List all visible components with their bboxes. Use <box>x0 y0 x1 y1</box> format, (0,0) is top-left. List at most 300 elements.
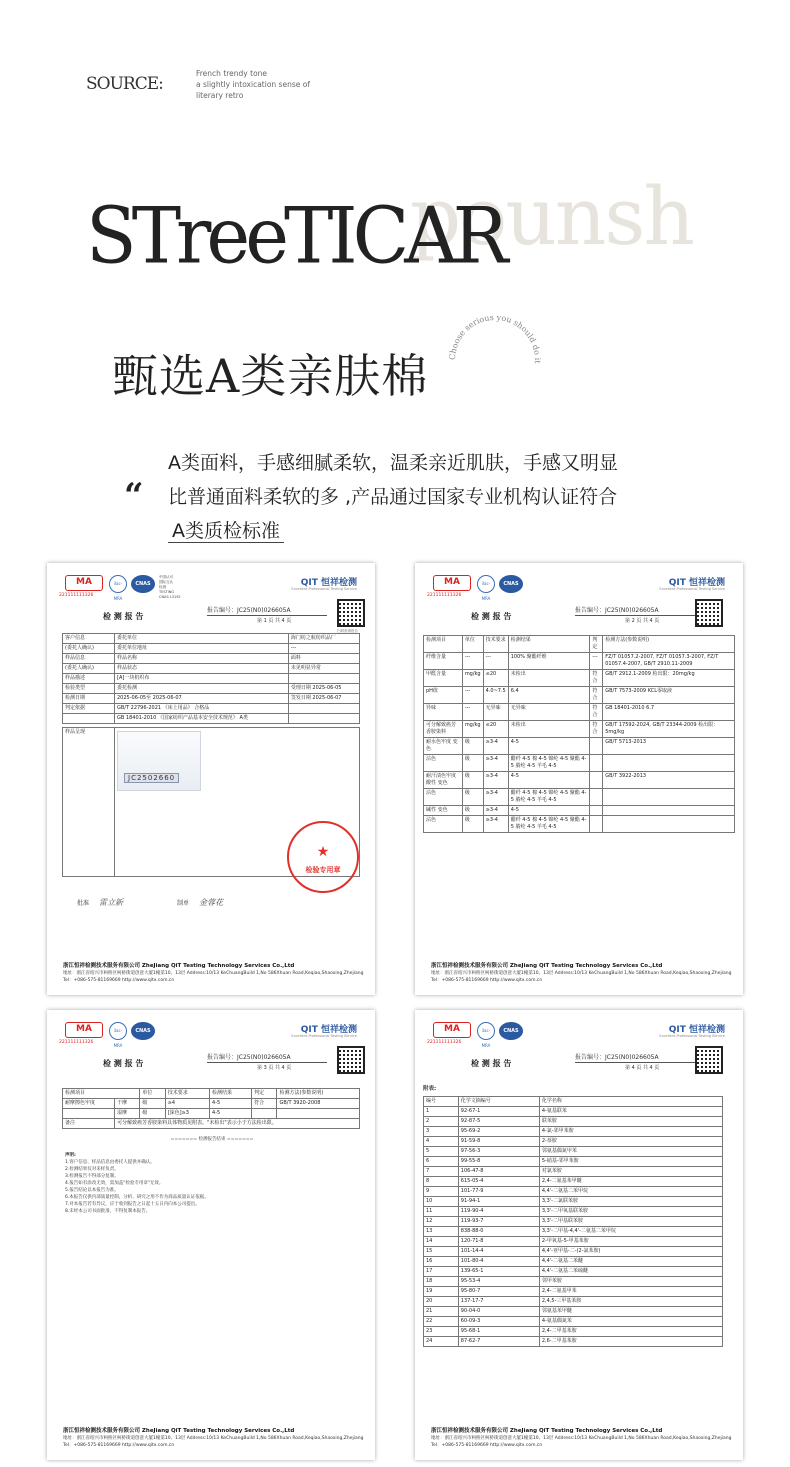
table-cell: 4-氨基联苯 <box>539 1107 722 1117</box>
table-cell: 3,3'-二甲基联苯胺 <box>539 1217 722 1227</box>
table-cell: GB/T 3920-2008 <box>277 1099 360 1109</box>
table-row <box>424 789 735 806</box>
tagline-line: literary retro <box>196 91 244 100</box>
table-cell: 92-87-5 <box>458 1117 539 1127</box>
ilac-logo: ilac-MRA <box>109 575 127 593</box>
table-cell: --- <box>483 653 508 670</box>
table-cell <box>277 1109 360 1119</box>
table-cell: 2-甲氧基-5-甲基苯胺 <box>539 1237 722 1247</box>
tagline-line: a slightly intoxication sense of <box>196 80 310 89</box>
table-cell: 2,4,5-三甲基苯胺 <box>539 1297 722 1307</box>
table-cell <box>590 772 603 789</box>
table-header-row <box>63 1089 360 1099</box>
table-row <box>424 1237 723 1247</box>
qit-subtitle: Excellent Professional Testing Service <box>659 1034 725 1038</box>
cma-logo: MA <box>65 575 103 591</box>
table-cell: 邻甲苯胺 <box>539 1277 722 1287</box>
table-row <box>424 772 735 789</box>
table-row <box>424 1327 723 1337</box>
footer-address: 地址：浙江省绍兴市柯桥区柯桥街道创意大厦1幢第10、13层 Address:10/13 KeChuangBuild 1,No 586Xhuan Road,Keqiao,Shaoxing,Zhejiang <box>431 971 732 976</box>
table-cell: 101-14-4 <box>458 1247 539 1257</box>
table-cell: 6.4 <box>508 687 590 704</box>
approver <box>77 897 123 908</box>
table-cell: 2,4-二氨基甲苯 <box>539 1287 722 1297</box>
table-cell: 检验类型 <box>63 684 115 694</box>
table-cell: 耐水色牢度 变色 <box>424 738 463 755</box>
footer-address: 地址：浙江省绍兴市柯桥区柯桥街道创意大厦1幢第10、13层 Address:10/13 KeChuangBuild 1,No 586Xhuan Road,Keqiao,Shaoxing,Zhejiang <box>431 1436 732 1441</box>
table-cell <box>590 806 603 816</box>
cnas-text <box>159 575 181 600</box>
ilac-logo: ilac-MRA <box>109 1022 127 1040</box>
table-cell: GB/T 5713-2013 <box>603 738 735 755</box>
qit-logo: QIT 恒祥检测 <box>300 578 357 588</box>
ilac-logo: ilac-MRA <box>477 575 495 593</box>
maker-signature: 金蓉花 <box>199 898 224 907</box>
table-cell: 4,4'-亚甲基-二-(2-氯苯胺) <box>539 1247 722 1257</box>
report-page-2 <box>415 563 743 995</box>
table-header-cell: 技术要求 <box>165 1089 209 1099</box>
table-cell: 4-5 <box>210 1109 252 1119</box>
footer-company: 浙江恒祥检测技术服务有限公司 ZheJiang QiT Testing Technology Services Co.,Ltd <box>431 963 663 969</box>
table-cell: 级 <box>462 816 483 833</box>
table-row <box>424 1157 723 1167</box>
table-cell: 沾色 <box>424 755 463 772</box>
table-cell: 沾色 <box>424 816 463 833</box>
footer-company: 浙江恒祥检测技术服务有限公司 ZheJiang QiT Testing Technology Services Co.,Ltd <box>431 1428 663 1434</box>
table-cell: 14 <box>424 1237 459 1247</box>
cnas-text-line: TESTING <box>159 590 175 594</box>
table-cell: 137-17-7 <box>458 1297 539 1307</box>
table-cell: 60-09-3 <box>458 1317 539 1327</box>
table-cell: 99-55-8 <box>458 1157 539 1167</box>
table-cell: 11 <box>424 1207 459 1217</box>
table-cell: 24 <box>424 1337 459 1347</box>
qr-code <box>337 1046 365 1074</box>
cnas-text-line: 中国认可 <box>159 575 173 579</box>
table-cell: 委托检测 <box>115 684 289 694</box>
table-cell: 2,4-二氨基苯甲醚 <box>539 1177 722 1187</box>
cma-logo: MA <box>433 1022 471 1038</box>
statement-title: 声明: <box>65 1153 76 1158</box>
table-header-row <box>424 1097 723 1107</box>
table-cell: 3,3'-二甲氧基联苯胺 <box>539 1207 722 1217</box>
intro-line-1: A类面料，手感细腻柔软，温柔亲近肌肤，手感又明显 <box>168 452 618 474</box>
table-cell: 醋纤 4-5 棉 4-5 锦纶 4-5 聚酯 4-5 腈纶 4-5 羊毛 4-5 <box>508 755 590 772</box>
table-cell: 5-硝基-邻甲苯胺 <box>539 1157 722 1167</box>
table-cell: 甲醛含量 <box>424 670 463 687</box>
table-cell: 纤维含量 <box>424 653 463 670</box>
table-cell: 联苯胺 <box>539 1117 722 1127</box>
table-cell: GB/T 3922-2013 <box>603 772 735 789</box>
qit-logo: QIT 恒祥检测 <box>300 1025 357 1035</box>
footer-company: 浙江恒祥检测技术服务有限公司 ZheJiang QiT Testing Technology Services Co.,Ltd <box>63 963 295 969</box>
table-row <box>424 1137 723 1147</box>
report-footer <box>431 963 733 984</box>
report1-info-table <box>62 633 360 724</box>
table-cell: 119-93-7 <box>458 1217 539 1227</box>
table-cell: ≥4 <box>165 1099 209 1109</box>
table-cell: ≤20 <box>483 670 508 687</box>
table-row <box>63 1119 360 1129</box>
table-cell: ≥3-4 <box>483 772 508 789</box>
table-cell: GB 18401-2010 《国家纺织产品基本安全技术规范》 A类 <box>115 714 289 724</box>
table-cell: GB/T 17592-2024, GB/T 23344-2009 检出限：5mg/kg <box>603 721 735 738</box>
qit-subtitle: Excellent Professional Testing Service <box>291 1034 357 1038</box>
table-header-cell: 单位 <box>462 636 483 653</box>
table-cell: 4-氯-邻甲苯胺 <box>539 1127 722 1137</box>
table-cell: 4,4'-二氨基二苯甲烷 <box>539 1187 722 1197</box>
footer-address: 地址：浙江省绍兴市柯桥区柯桥街道创意大厦1幢第10、13层 Address:10/13 KeChuangBuild 1,No 586Xhuan Road,Keqiao,Shaoxing,Zhejiang <box>63 1436 364 1441</box>
qit-logo: QIT 恒祥检测 <box>668 578 725 588</box>
table-cell: 6 <box>424 1157 459 1167</box>
qit-logo: QIT 恒祥检测 <box>668 1025 725 1035</box>
table-row <box>424 1277 723 1287</box>
table-cell: 样品描述 <box>63 674 115 684</box>
table-cell: 级 <box>140 1109 165 1119</box>
stamp-star-icon: ★ <box>316 844 330 860</box>
table-cell: 100% 聚酯纤维 <box>508 653 590 670</box>
table-cell: 客户信息 <box>63 634 115 644</box>
table-cell: 未检出 <box>508 670 590 687</box>
table-cell: 4,4'-二氨基二苯醚 <box>539 1257 722 1267</box>
table-cell: 95-68-1 <box>458 1327 539 1337</box>
table-cell: 3,3'-二氯联苯胺 <box>539 1197 722 1207</box>
table-cell: 无异味 <box>508 704 590 721</box>
table-header-cell: 化学名称 <box>539 1097 722 1107</box>
table-cell: 样品状态 <box>115 664 289 674</box>
table-cell <box>63 714 115 724</box>
table-cell: 2,4-二甲基苯胺 <box>539 1327 722 1337</box>
appendix-table <box>423 1096 723 1347</box>
table-cell: GB/T 22796-2021 《床上用品》 合格品 <box>115 704 289 714</box>
table-row <box>63 694 360 704</box>
table-cell: 检测日期 <box>63 694 115 704</box>
table-cell: 10 <box>424 1197 459 1207</box>
table-cell: 判定依据 <box>63 704 115 714</box>
table-row <box>424 1257 723 1267</box>
table-row <box>63 674 360 684</box>
table-cell: 委托单位 <box>115 634 289 644</box>
table-cell <box>603 789 735 806</box>
svg-text:Choose serious you should do i <box>448 313 542 365</box>
table-cell: 级 <box>462 789 483 806</box>
table-cell: 异味 <box>424 704 463 721</box>
table-header-cell: 单位 <box>140 1089 165 1099</box>
table-cell <box>590 789 603 806</box>
circle-text-decoration <box>440 305 550 415</box>
cma-logo: MA <box>433 575 471 591</box>
table-cell: 2 <box>424 1117 459 1127</box>
footer-contact: Tel：+086-575-81169669 http://www.qitx.com.cn <box>63 1443 175 1448</box>
table-header-row <box>424 636 735 653</box>
table-cell: ≥3-4 <box>483 816 508 833</box>
report-number: 报告编号：JC25(N0)026605A <box>207 1052 327 1063</box>
table-cell: 湿摩 <box>115 1109 140 1119</box>
table-cell: GB/T 7573-2009 KCL零取液 <box>603 687 735 704</box>
table-cell: 符合 <box>590 721 603 738</box>
table-header-cell: 检测项目 <box>63 1089 140 1099</box>
report-page-1 <box>47 563 375 995</box>
report-page-number: 第 3 页 共 4 页 <box>257 1065 292 1071</box>
table-cell: (委托人确认) <box>63 664 115 674</box>
table-cell: 4-5 <box>508 772 590 789</box>
report-footer <box>431 1428 733 1449</box>
table-cell <box>288 704 359 714</box>
report-end: ======= 检测报告结束 ======= <box>170 1137 254 1142</box>
cma-number: 221111111326 <box>59 1040 94 1045</box>
table-cell: 3,3'-二甲基-4,4'-二氨基二苯甲烷 <box>539 1227 722 1237</box>
table-cell <box>252 1109 277 1119</box>
table-row <box>424 670 735 687</box>
report-page-number: 第 1 页 共 4 页 <box>257 618 292 624</box>
table-cell <box>603 755 735 772</box>
table-row <box>63 1099 360 1109</box>
table-row <box>63 644 360 654</box>
report-footer <box>63 1428 365 1449</box>
table-cell: (委托人确认) <box>63 644 115 654</box>
table-row <box>424 721 735 738</box>
qr-caption: 扫码查询报告 <box>337 629 358 633</box>
table-header-cell: 判定 <box>252 1089 277 1099</box>
report-page-3 <box>47 1010 375 1460</box>
table-row <box>424 1117 723 1127</box>
table-cell: 19 <box>424 1287 459 1297</box>
sample-photo <box>117 731 201 791</box>
table-cell: 可分解致癌芳香胺染料 <box>424 721 463 738</box>
footer-contact: Tel：+086-575-81169669 http://www.qitx.com.cn <box>431 1443 543 1448</box>
cma-number: 221111111326 <box>427 593 462 598</box>
qit-subtitle: Excellent Professional Testing Service <box>291 587 357 591</box>
table-row <box>424 653 735 670</box>
table-cell: mg/kg <box>462 721 483 738</box>
official-stamp <box>287 821 359 893</box>
table-cell: 样品名称 <box>115 654 289 664</box>
table-cell: ≥3-4 <box>483 755 508 772</box>
table-row <box>424 1177 723 1187</box>
statement-line: 1.客户信息、样品信息由委托人提供并确认。 <box>65 1160 155 1165</box>
table-cell <box>590 738 603 755</box>
report-number: 报告编号：JC25(N0)026605A <box>207 605 327 616</box>
table-cell: ≥3-4 <box>483 806 508 816</box>
table-header-cell: 判定 <box>590 636 603 653</box>
table-cell <box>288 714 359 724</box>
table-cell: 106-47-8 <box>458 1167 539 1177</box>
table-cell: 4.0~7.5 <box>483 687 508 704</box>
report-title: 检 测 报 告 <box>471 1059 512 1068</box>
table-cell: 2025-06-05至 2025-06-07 <box>115 694 289 704</box>
cnas-text-line: 检测 <box>159 585 166 589</box>
table-cell: 面料 <box>288 654 359 664</box>
approver-signature: 雷立新 <box>99 898 124 907</box>
table-row <box>424 738 735 755</box>
qr-code <box>695 599 723 627</box>
qit-subtitle: Excellent Professional Testing Service <box>659 587 725 591</box>
sample-label: 样品呈现 <box>63 728 115 877</box>
table-row <box>424 687 735 704</box>
approver-label: 批准 <box>77 900 90 907</box>
table-header-cell: 检测结果 <box>508 636 590 653</box>
report-footer <box>63 963 365 984</box>
footer-contact: Tel：+086-575-81169669 http://www.qitx.com.cn <box>63 978 175 983</box>
table-cell: 5 <box>424 1147 459 1157</box>
table-cell: 13 <box>424 1227 459 1237</box>
report-title: 检 测 报 告 <box>103 1059 144 1068</box>
table-cell: --- <box>288 644 359 654</box>
table-cell: FZ/T 01057.2-2007, FZ/T 01057.3-2007, FZ/T 01057.4-2007, GB/T 2910.11-2009 <box>603 653 735 670</box>
table-row <box>424 806 735 816</box>
table-cell: 2,6-二甲基苯胺 <box>539 1337 722 1347</box>
remark-label: 备注 <box>63 1119 115 1129</box>
table-row <box>424 1127 723 1137</box>
ilac-logo: ilac-MRA <box>477 1022 495 1040</box>
cnas-logo: CNAS <box>131 1022 155 1040</box>
table-cell: 18 <box>424 1277 459 1287</box>
table-row <box>424 1307 723 1317</box>
table-cell: 符合 <box>590 704 603 721</box>
table-row <box>424 1337 723 1347</box>
table-cell: 139-65-1 <box>458 1267 539 1277</box>
cnas-text-line: CNAS L3192 <box>159 595 181 599</box>
cnas-text-line: 国际互认 <box>159 580 173 584</box>
table-cell: 120-71-8 <box>458 1237 539 1247</box>
table-cell: 22 <box>424 1317 459 1327</box>
table-cell: 119-90-4 <box>458 1207 539 1217</box>
table-row <box>424 1197 723 1207</box>
cma-number: 221111111326 <box>427 1040 462 1045</box>
report-page-number: 第 4 页 共 4 页 <box>625 1065 660 1071</box>
table-cell: 1 <box>424 1107 459 1117</box>
table-cell: mg/kg <box>462 670 483 687</box>
table-cell: 12 <box>424 1217 459 1227</box>
table-row <box>424 1147 723 1157</box>
quote-mark: “ <box>124 476 144 516</box>
table-cell: 97-56-3 <box>458 1147 539 1157</box>
statement-line: 8.未经本公司书面批准，不得复制本报告。 <box>65 1209 151 1214</box>
table-cell: 海门纺之航纺织品厂 <box>288 634 359 644</box>
table-cell: 醋纤 4-5 棉 4-5 锦纶 4-5 聚酯 4-5 腈纶 4-5 羊毛 4-5 <box>508 789 590 806</box>
remark-text: 可分解致癌芳香胺染料具体物质见附表。"未检出"表示小于方法检出限。 <box>115 1119 360 1129</box>
table-cell: 615-05-4 <box>458 1177 539 1187</box>
table-cell: 9 <box>424 1187 459 1197</box>
table-cell: 4-氨基偶氮苯 <box>539 1317 722 1327</box>
table-cell: 23 <box>424 1327 459 1337</box>
table-cell: 4,4'-二氨基二苯硫醚 <box>539 1267 722 1277</box>
table-cell: ≥3-4 <box>483 738 508 755</box>
table-row <box>63 704 360 714</box>
table-cell: 91-94-1 <box>458 1197 539 1207</box>
maker-label: 制单 <box>177 900 190 907</box>
table-cell: 级 <box>140 1099 165 1109</box>
tagline-line: French trendy tone <box>196 69 268 78</box>
table-cell: 4-5 <box>508 738 590 755</box>
cma-logo: MA <box>65 1022 103 1038</box>
qr-code <box>337 599 365 627</box>
intro-line-2: 比普通面料柔软的多 ,产品通过国家专业机构认证符合 <box>168 486 618 508</box>
statement-line: 2.检测结果仅对来样负责。 <box>65 1167 119 1172</box>
table-row <box>424 1297 723 1307</box>
report3-results-table <box>62 1088 360 1129</box>
footer-contact: Tel：+086-575-81169669 http://www.qitx.com.cn <box>431 978 543 983</box>
table-row <box>424 1107 723 1117</box>
sample-tag: JC2502660 <box>124 773 179 783</box>
table-cell: 17 <box>424 1267 459 1277</box>
table-cell: 级 <box>462 772 483 789</box>
table-cell <box>288 674 359 684</box>
table-cell: 级 <box>462 738 483 755</box>
table-cell: 耐摩擦色牢度 <box>63 1099 115 1109</box>
table-cell: 838-88-0 <box>458 1227 539 1237</box>
table-cell: 95-53-4 <box>458 1277 539 1287</box>
table-row <box>424 1267 723 1277</box>
report-number: 报告编号：JC25(N0)026605A <box>575 605 695 616</box>
table-cell: 样品信息 <box>63 654 115 664</box>
circle-text: Choose serious you should do it <box>447 312 543 364</box>
maker <box>177 897 223 908</box>
table-row <box>424 1207 723 1217</box>
table-row <box>63 654 360 664</box>
table-cell: 91-59-8 <box>458 1137 539 1147</box>
table-cell: 20 <box>424 1297 459 1307</box>
table-cell: 95-69-2 <box>458 1127 539 1137</box>
qr-code <box>695 1046 723 1074</box>
table-cell: --- <box>462 687 483 704</box>
table-cell: --- <box>590 653 603 670</box>
table-cell: GB/T 2912.1-2009 检出限：20mg/kg <box>603 670 735 687</box>
table-cell: --- <box>462 704 483 721</box>
table-cell: 耐汗渍色牢度 酸性 变色 <box>424 772 463 789</box>
table-header-cell: 检测结果 <box>210 1089 252 1099</box>
table-row <box>63 714 360 724</box>
table-cell: 95-80-7 <box>458 1287 539 1297</box>
table-cell: 4 <box>424 1137 459 1147</box>
table-cell: 符合 <box>590 670 603 687</box>
table-header-cell: 检测项目 <box>424 636 463 653</box>
table-cell: 2-萘胺 <box>539 1137 722 1147</box>
table-row <box>424 1167 723 1177</box>
table-row <box>424 816 735 833</box>
table-cell <box>63 1109 115 1119</box>
table-cell: 对氯苯胺 <box>539 1167 722 1177</box>
statement-line: 3.检测报告不得部分复制。 <box>65 1174 119 1179</box>
table-cell: 委托单位地址 <box>115 644 289 654</box>
table-cell: 87-62-7 <box>458 1337 539 1347</box>
brand-logo: STreeTICAR <box>86 190 504 282</box>
cnas-logo: CNAS <box>131 575 155 593</box>
report-number: 报告编号：JC25(N0)026605A <box>575 1052 695 1063</box>
table-row <box>63 664 360 674</box>
report-page-4 <box>415 1010 743 1460</box>
statement-line: 5.报告结论以本报告为准。 <box>65 1188 119 1193</box>
table-row <box>424 755 735 772</box>
table-cell: 3 <box>424 1127 459 1137</box>
table-cell: 受理日期 2025-06-05 <box>288 684 359 694</box>
table-row <box>63 684 360 694</box>
table-cell: [深色]≥3 <box>165 1109 209 1119</box>
report2-results-table <box>423 635 735 833</box>
table-cell: 碱性 变色 <box>424 806 463 816</box>
cnas-logo: CNAS <box>499 575 523 593</box>
table-cell: 90-04-0 <box>458 1307 539 1317</box>
table-row <box>424 1247 723 1257</box>
tagline <box>196 68 356 101</box>
ghost-word: pounsh <box>410 170 693 263</box>
table-header-cell: 化学文摘编号 <box>458 1097 539 1107</box>
stamp-label: 检验专用章 <box>305 866 341 874</box>
table-cell: ≤20 <box>483 721 508 738</box>
source-label: SOURCE: <box>86 74 163 94</box>
table-cell: 101-77-9 <box>458 1187 539 1197</box>
table-cell: GB 18401-2010 6.7 <box>603 704 735 721</box>
